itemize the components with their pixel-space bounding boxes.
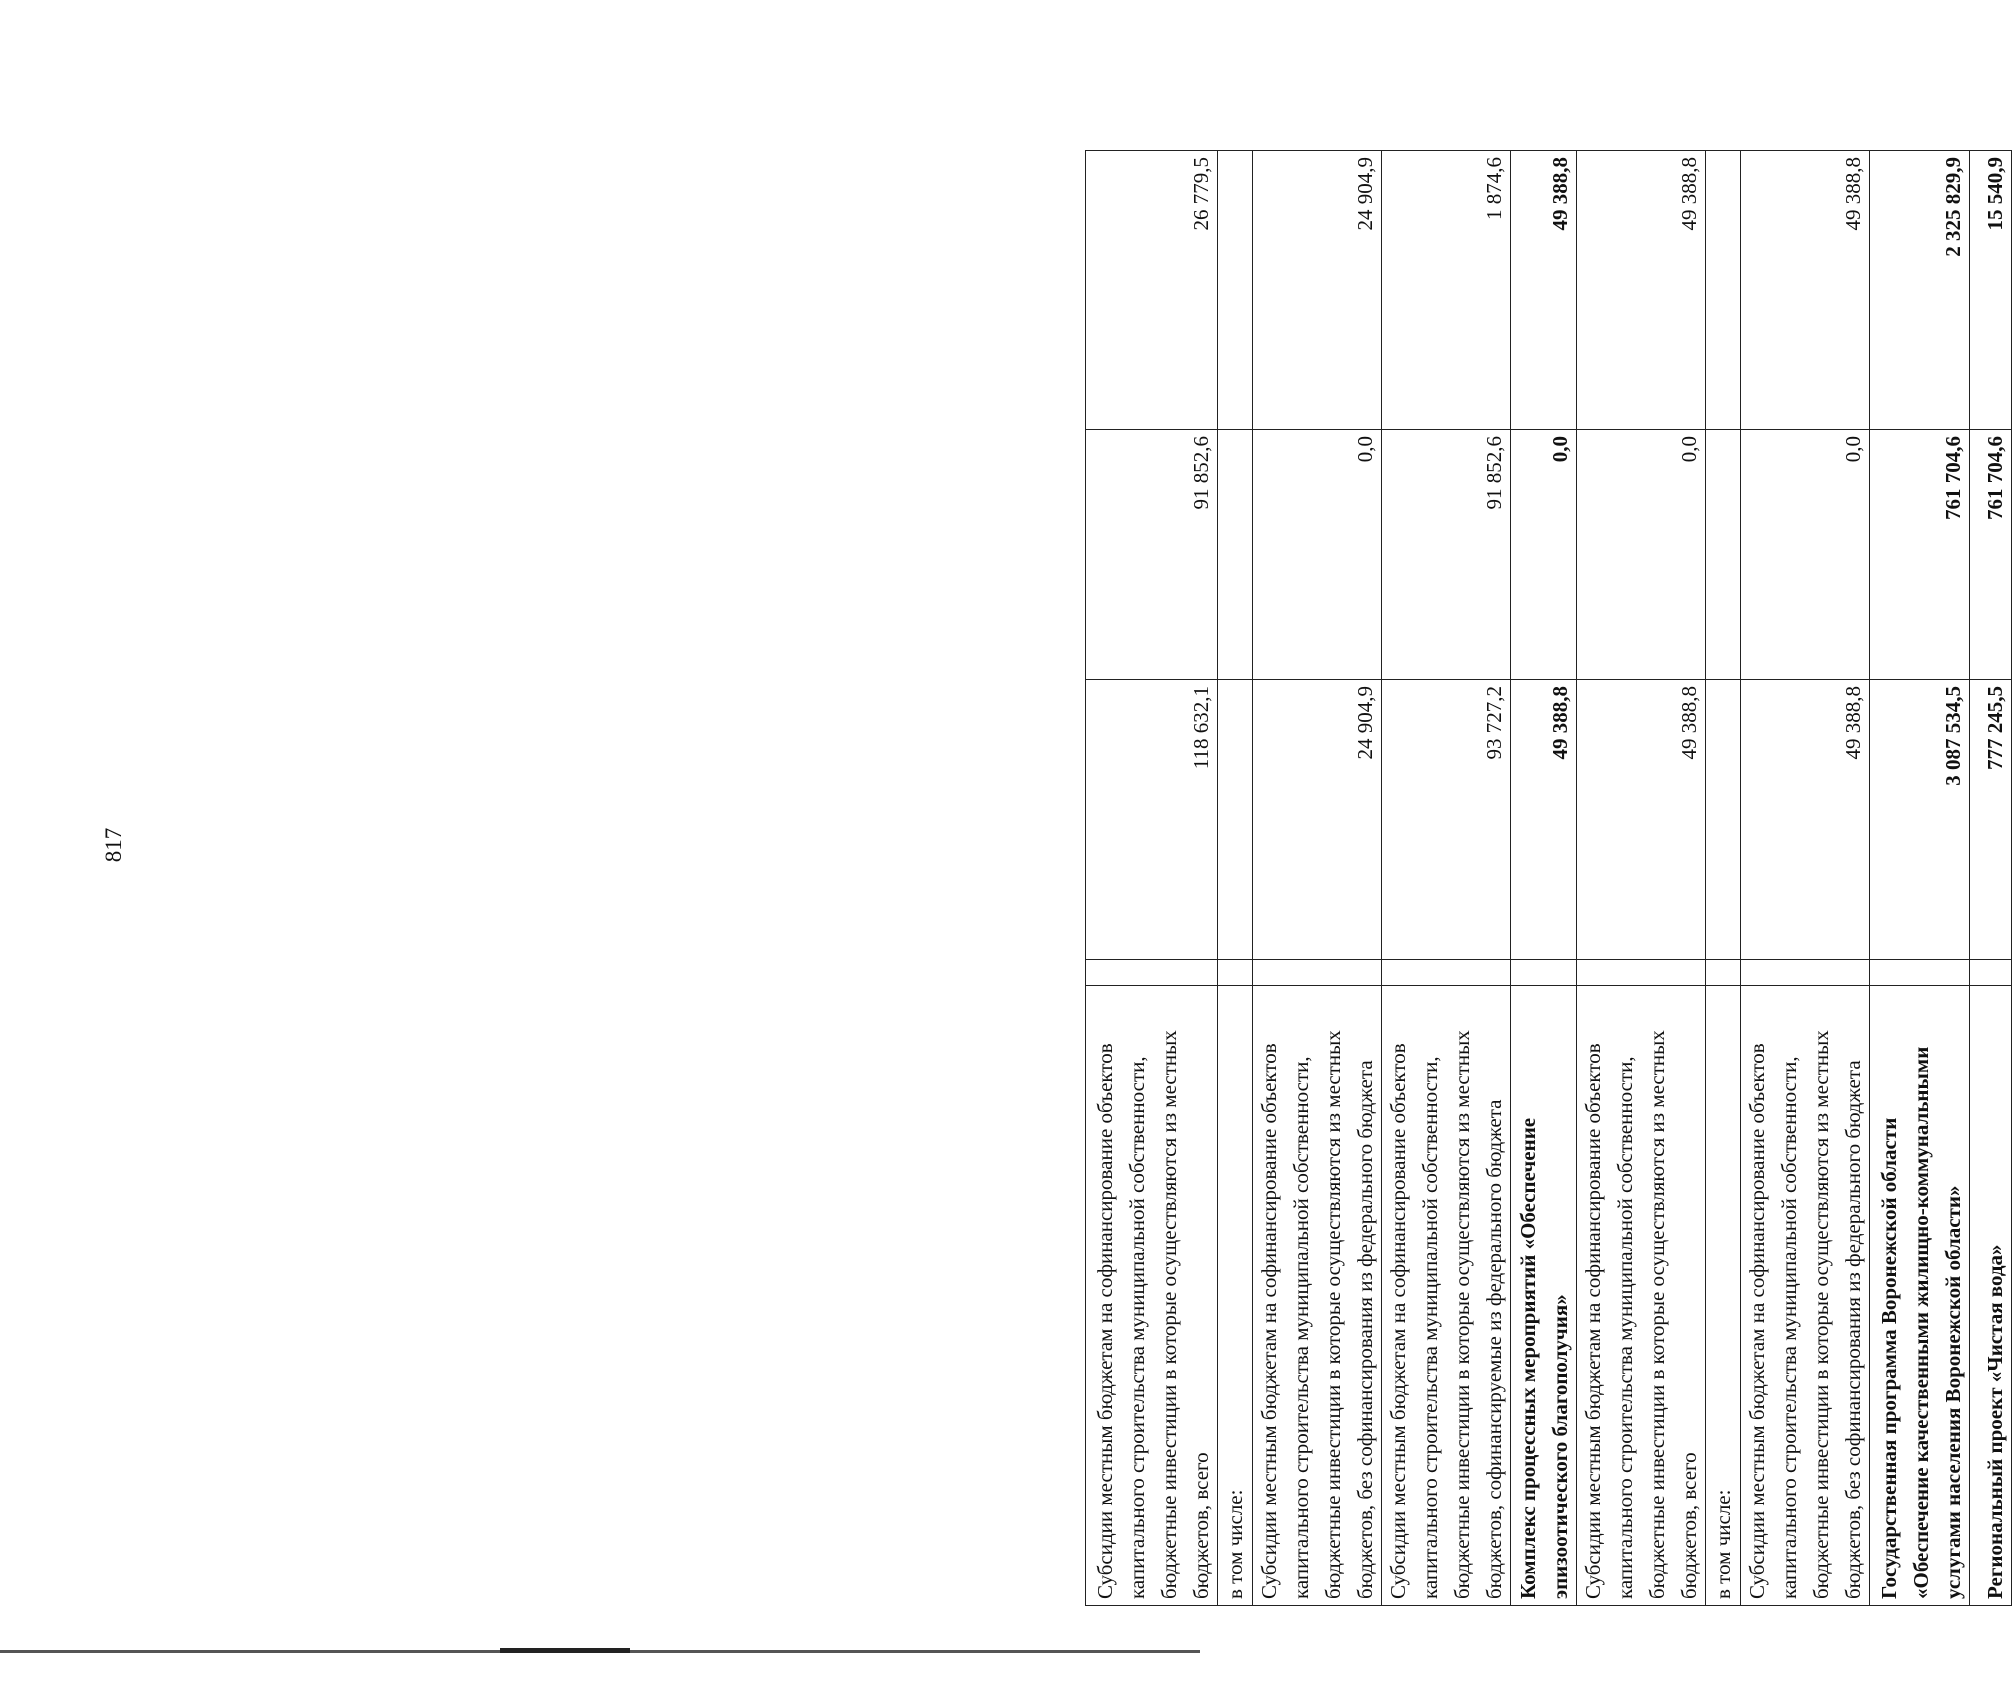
- table-row: [1382, 151, 1511, 1606]
- table-row: [1741, 151, 1870, 1606]
- federal-amount: 0,0: [1577, 430, 1706, 680]
- regional-amount: 49 388,8: [1511, 151, 1577, 430]
- regional-amount: 24 904,9: [1253, 151, 1382, 430]
- federal-amount: [1218, 430, 1253, 680]
- spacer-cell: [1218, 960, 1253, 986]
- federal-amount: 91 852,6: [1086, 430, 1218, 680]
- row-description: Субсидии местным бюджетам на софинансирование объектов капитального строительства муниципальной собственности, бюджетные инвестиции в которые осуществляются из местных бюджетов, без софинансирования из федерального бюджета: [1253, 986, 1382, 1606]
- total-amount: [1706, 680, 1741, 960]
- total-amount: 24 904,9: [1253, 680, 1382, 960]
- rotated-table-container: [1085, 151, 2007, 1606]
- spacer-cell: [1577, 960, 1706, 986]
- budget-table: [1085, 150, 2012, 1606]
- total-amount: 49 388,8: [1577, 680, 1706, 960]
- table-row: [1706, 151, 1741, 1606]
- federal-amount: 91 852,6: [1382, 430, 1511, 680]
- regional-amount: 2 325 829,9: [1870, 151, 1970, 430]
- table-row: [1511, 151, 1577, 1606]
- total-amount: 3 087 534,5: [1870, 680, 1970, 960]
- federal-amount: 761 704,6: [1870, 430, 1970, 680]
- table-row: [1970, 151, 2012, 1606]
- table-row: [1086, 151, 1218, 1606]
- spacer-cell: [1741, 960, 1870, 986]
- regional-amount: 1 874,6: [1382, 151, 1511, 430]
- scan-edge-mark: [500, 1648, 630, 1653]
- regional-amount: 49 388,8: [1577, 151, 1706, 430]
- spacer-cell: [1253, 960, 1382, 986]
- total-amount: 777 245,5: [1970, 680, 2012, 960]
- federal-amount: 0,0: [1253, 430, 1382, 680]
- total-amount: 49 388,8: [1511, 680, 1577, 960]
- spacer-cell: [1870, 960, 1970, 986]
- table-row: [1870, 151, 1970, 1606]
- table-row: [1253, 151, 1382, 1606]
- row-description: Субсидии местным бюджетам на софинансирование объектов капитального строительства муниципальной собственности, бюджетные инвестиции в которые осуществляются из местных бюджетов, всего: [1086, 986, 1218, 1606]
- total-amount: 93 727,2: [1382, 680, 1511, 960]
- row-description: в том числе:: [1706, 986, 1741, 1606]
- total-amount: 49 388,8: [1741, 680, 1870, 960]
- regional-amount: 49 388,8: [1741, 151, 1870, 430]
- table-row: [1218, 151, 1253, 1606]
- table-row: [1577, 151, 1706, 1606]
- total-amount: 118 632,1: [1086, 680, 1218, 960]
- row-description: Региональный проект «Чистая вода»: [1970, 986, 2012, 1606]
- row-description: Комплекс процессных мероприятий «Обеспечение эпизоотического благополучия»: [1511, 986, 1577, 1606]
- regional-amount: 15 540,9: [1970, 151, 2012, 430]
- spacer-cell: [1970, 960, 2012, 986]
- federal-amount: [1706, 430, 1741, 680]
- row-description: в том числе:: [1218, 986, 1253, 1606]
- row-description: Субсидии местным бюджетам на софинансирование объектов капитального строительства муниципальной собственности, бюджетные инвестиции в которые осуществляются из местных бюджетов, софинансируемые из федерального бюджета: [1382, 986, 1511, 1606]
- regional-amount: [1706, 151, 1741, 430]
- federal-amount: 761 704,6: [1970, 430, 2012, 680]
- page-number: 817: [101, 827, 126, 863]
- row-description: Субсидии местным бюджетам на софинансирование объектов капитального строительства муниципальной собственности, бюджетные инвестиции в которые осуществляются из местных бюджетов, всего: [1577, 986, 1706, 1606]
- spacer-cell: [1086, 960, 1218, 986]
- row-description: Государственная программа Воронежской области «Обеспечение качественными жилищно-коммунальными услугами населения Воронежской области»: [1870, 986, 1970, 1606]
- spacer-cell: [1382, 960, 1511, 986]
- federal-amount: 0,0: [1741, 430, 1870, 680]
- federal-amount: 0,0: [1511, 430, 1577, 680]
- regional-amount: 26 779,5: [1086, 151, 1218, 430]
- row-description: Субсидии местным бюджетам на софинансирование объектов капитального строительства муниципальной собственности, бюджетные инвестиции в которые осуществляются из местных бюджетов, без софинансирования из федерального бюджета: [1741, 986, 1870, 1606]
- total-amount: [1218, 680, 1253, 960]
- regional-amount: [1218, 151, 1253, 430]
- spacer-cell: [1706, 960, 1741, 986]
- spacer-cell: [1511, 960, 1577, 986]
